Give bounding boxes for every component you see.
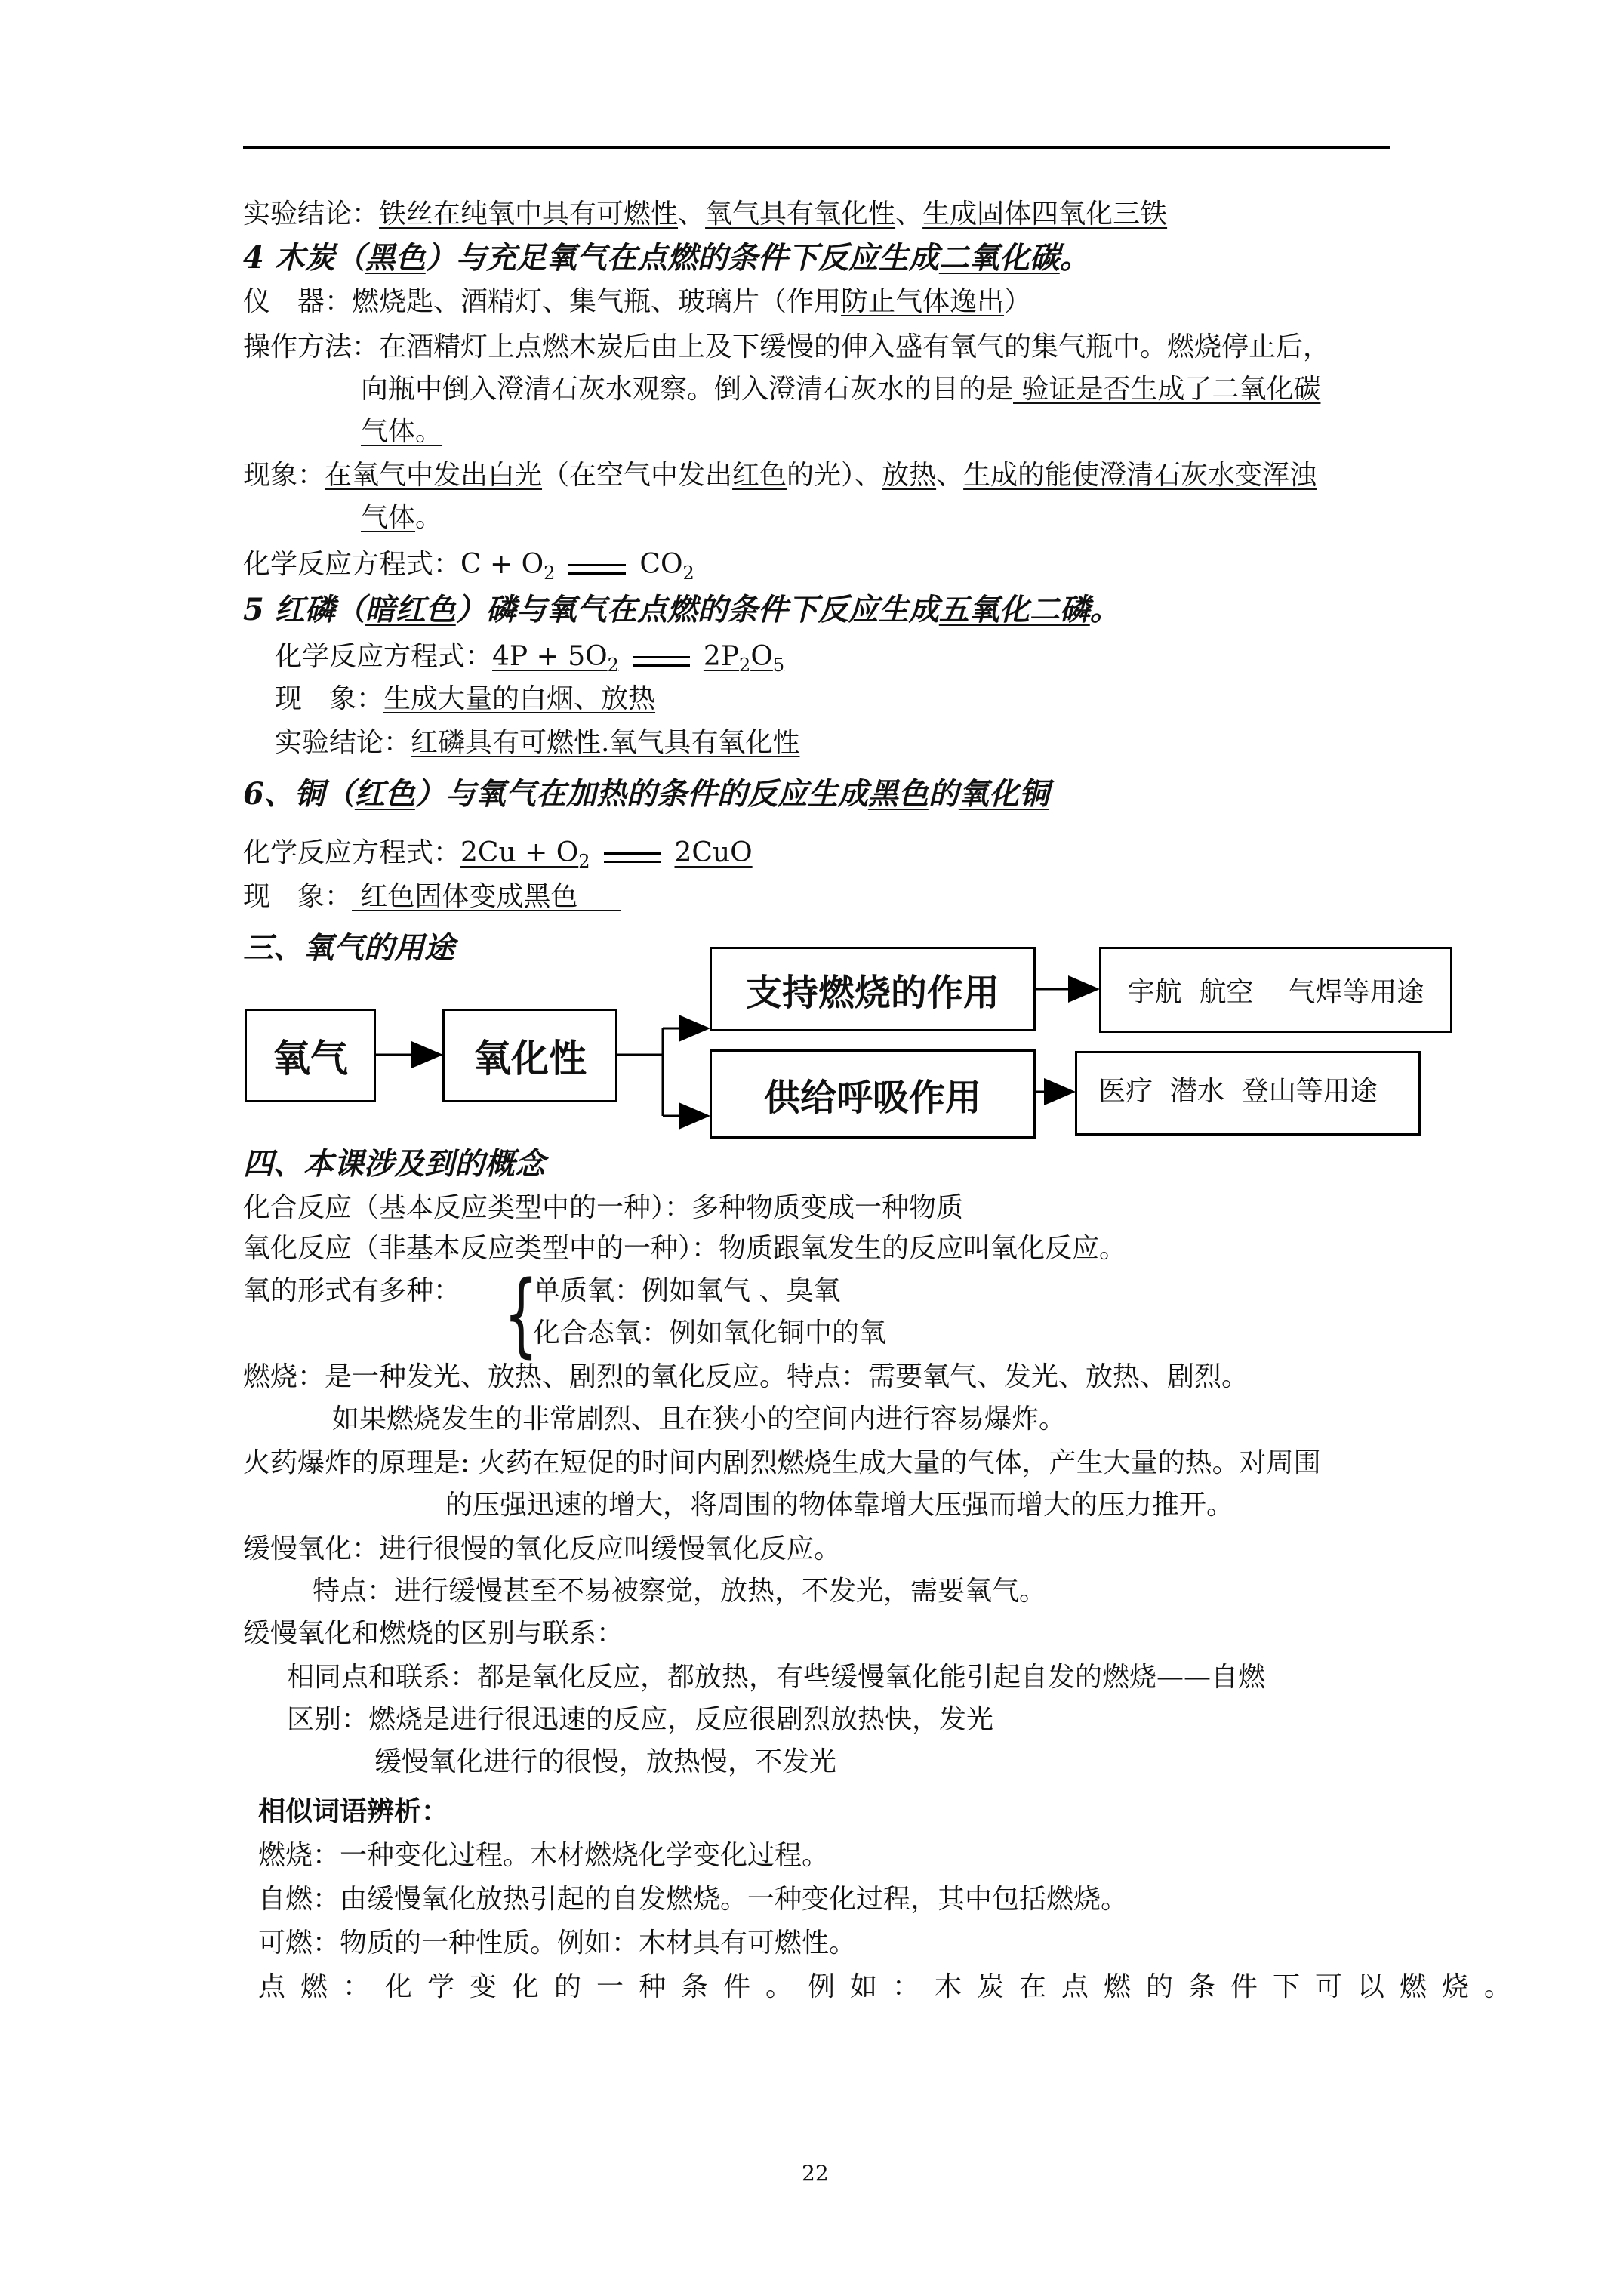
- concept-slow-oxidation: 缓慢氧化：进行很慢的氧化反应叫缓慢氧化反应。: [243, 1533, 842, 1564]
- similar-words-title: 相似词语辨析：: [258, 1796, 449, 1827]
- concept-similarity: 相同点和联系：都是氧化反应，都放热，有些缓慢氧化能引起自发的燃烧——自燃: [287, 1662, 1266, 1693]
- concept-combination-reaction: 化合反应（基本反应类型中的一种）：多种物质变成一种物质: [243, 1192, 964, 1223]
- concept-gunpowder-2: 的压强迅速的增大，将周围的物体靠增大压强而增大的压力推开。: [445, 1490, 1234, 1521]
- equation-copper: 化学反应方程式：$2Cu + O_2$ 2CuO: [243, 837, 753, 873]
- instruments-line: 仪 器：燃烧匙、酒精灯、集气瓶、玻璃片（作用防止气体逸出）: [243, 286, 1032, 317]
- equation-carbon: 化学反应方程式：$C + O_2$ $CO_2$: [243, 549, 694, 584]
- diagram-supply-breathing-box: 供给呼吸作用: [710, 1049, 1036, 1139]
- word-spontaneous-combustion: 自燃：由缓慢氧化放热引起的自发燃烧。一种变化过程，其中包括燃烧。: [258, 1884, 1129, 1915]
- diagram-oxygen-box: 氧气: [245, 1009, 376, 1102]
- concept-oxygen-forms-label: 氧的形式有多种：: [243, 1275, 461, 1306]
- equation-phosphorus: 化学反应方程式：$4P + 5O_2$ $2P_2O_5$: [275, 641, 785, 676]
- concept-difference-1: 区别：燃烧是进行很迅速的反应，反应很剧烈放热快，发光: [287, 1704, 994, 1735]
- phenomenon-charcoal-cont: 气体。: [361, 502, 443, 533]
- heading-red-phosphorus: 5 红磷（暗红色）磷与氧气在点燃的条件下反应生成五氧化二磷。: [243, 592, 1120, 627]
- concept-oxidation-reaction: 氧化反应（非基本反应类型中的一种）：物质跟氧发生的反应叫氧化反应。: [243, 1233, 1127, 1264]
- brace-icon: {: [504, 1262, 539, 1367]
- phenomenon-charcoal: 现象：在氧气中发出白光（在空气中发出红色的光）、放热、生成的能使澄清石灰水变浑浊: [243, 460, 1317, 491]
- heading-copper: 6、铜（红色）与氧气在加热的条件的反应生成黑色的氧化铜: [243, 776, 1049, 812]
- page-number: 22: [802, 2161, 829, 2186]
- concept-combustion: 燃烧：是一种发光、放热、剧烈的氧化反应。特点：需要氧气、发光、放热、剧烈。: [243, 1361, 1249, 1392]
- diagram-oxidizing-box: 氧化性: [442, 1009, 617, 1102]
- phenomenon-copper: 现 象： 红色固体变成黑色: [243, 881, 621, 912]
- word-combustible: 可燃：物质的一种性质。例如：木材具有可燃性。: [258, 1928, 857, 1959]
- section-three-title: 三、氧气的用途: [243, 930, 454, 966]
- concept-difference-2: 缓慢氧化进行的很慢，放热慢，不发光: [374, 1746, 837, 1777]
- concept-oxygen-form-compound: 化合态氧：例如氧化铜中的氧: [533, 1318, 887, 1348]
- diagram-use-aerospace-box: 宇航 航空 气焊等用途: [1099, 947, 1452, 1033]
- word-combustion: 燃烧：一种变化过程。木材燃烧化学变化过程。: [258, 1840, 830, 1871]
- diagram-use-medical-box: 医疗 潜水 登山等用途: [1075, 1051, 1421, 1136]
- concept-slow-oxidation-features: 特点：进行缓慢甚至不易被察觉，放热，不发光，需要氧气。: [313, 1576, 1047, 1607]
- conclusion-phosphorus: 实验结论：红磷具有可燃性.氧气具有氧化性: [275, 727, 800, 758]
- heading-charcoal: 4 木炭（黑色）与充足氧气在点燃的条件下反应生成二氧化碳。: [243, 240, 1090, 276]
- concept-difference-title: 缓慢氧化和燃烧的区别与联系：: [243, 1618, 624, 1649]
- phenomenon-phosphorus: 现 象：生成大量的白烟、放热: [275, 683, 656, 714]
- operation-line-3: 气体。: [361, 416, 443, 447]
- concept-gunpowder-1: 火药爆炸的原理是: 火药在短促的时间内剧烈燃烧生成大量的气体，产生大量的热。对周围: [243, 1447, 1321, 1478]
- experiment-conclusion-iron: 实验结论：铁丝在纯氧中具有可燃性、氧气具有氧化性、生成固体四氧化三铁: [243, 199, 1168, 230]
- diagram-support-combustion-box: 支持燃烧的作用: [710, 947, 1036, 1031]
- concept-oxygen-form-elemental: 单质氧：例如氧气 、臭氧: [533, 1275, 841, 1306]
- word-ignite: 点燃：化学变化的一种条件。例如：木炭在点燃的条件下可以燃烧。: [258, 1971, 1527, 2002]
- section-four-title: 四、本课涉及到的概念: [243, 1146, 545, 1182]
- operation-line-1: 操作方法：在酒精灯上点燃木炭后由上及下缓慢的伸入盛有氧气的集气瓶中。燃烧停止后，: [243, 331, 1331, 362]
- operation-line-2: 向瓶中倒入澄清石灰水观察。倒入澄清石灰水的目的是 验证是否生成了二氧化碳: [361, 374, 1321, 405]
- concept-combustion-explosion: 如果燃烧发生的非常剧烈、且在狭小的空间内进行容易爆炸。: [332, 1404, 1067, 1435]
